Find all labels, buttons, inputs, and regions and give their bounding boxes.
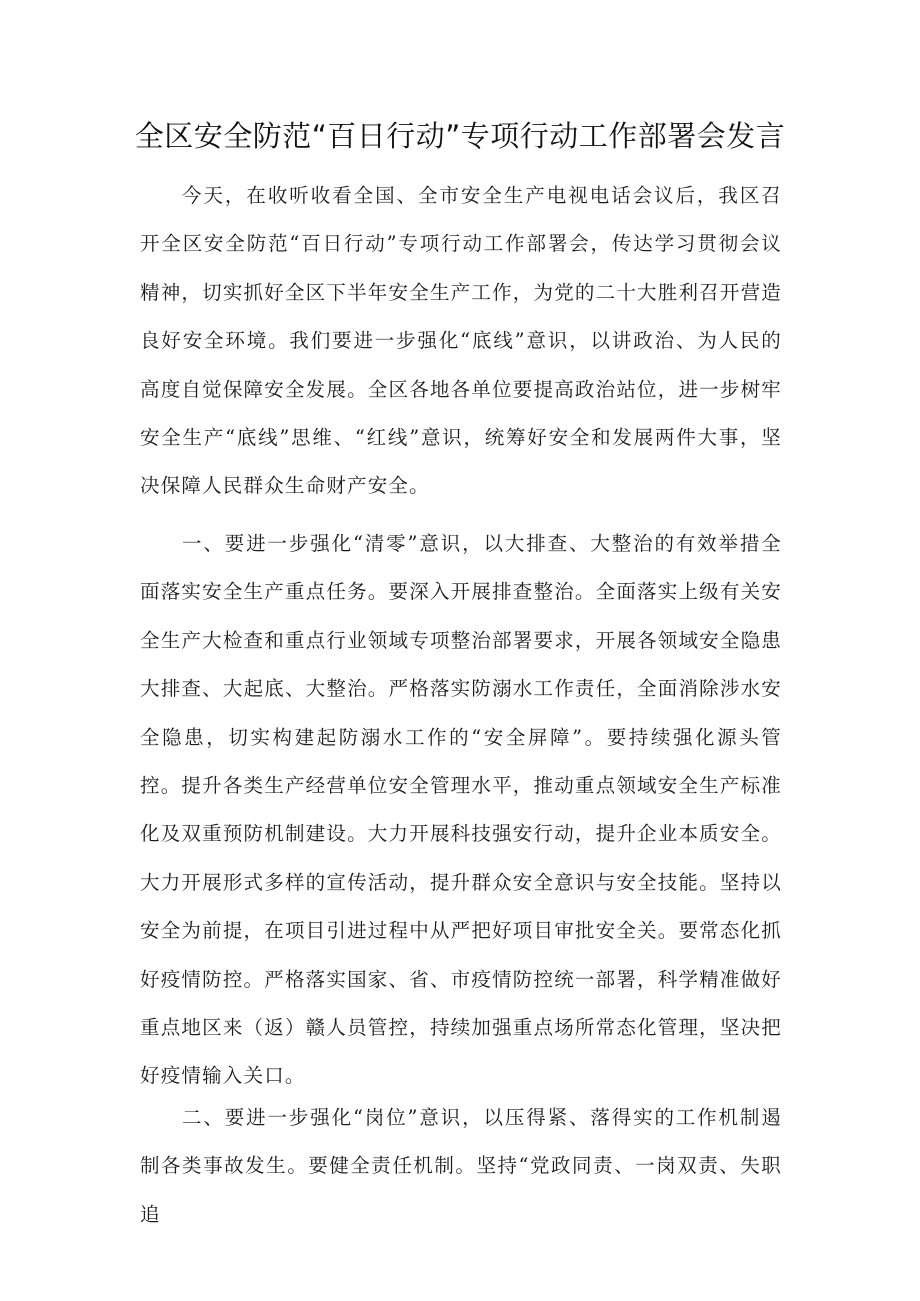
paragraph-section-one: 一、要进一步强化“清零”意识，以大排查、大整治的有效举措全面落实安全生产重点任务。要深入开展排查整治。全面落实上级有关安全生产大检查和重点行业领域专项整治部署要求，开展各领域安全隐患大排查、大起底、大整治。严格落实防溺水工作责任，全面消除涉水安全隐患，切实构建起防溺水工作的“安全屏障”。要持续强化源头管控。提升各类生产经营单位安全管理水平，推动重点领域安全生产标准化及双重预防机制建设。大力开展科技强安行动，提升企业本质安全。大力开展形式多样的宣传活动，提升群众安全意识与安全技能。坚持以安全为前提，在项目引进过程中从严把好项目审批安全关。要常态化抓好疫情防控。严格落实国家、省、市疫情防控统一部署，科学精准做好重点地区来（返）赣人员管控，持续加强重点场所常态化管理，坚决把好疫情输入关口。 [140,532,782,1088]
paragraph-section-two: 二、要进一步强化“岗位”意识，以压得紧、落得实的工作机制遏制各类事故发生。要健全责任机制。坚持“党政同责、一岗双责、失职追 [140,1106,782,1226]
document-title: 全区安全防范“百日行动”专项行动工作部署会发言 [134,119,786,153]
paragraph-intro: 今天，在收听收看全国、全市安全生产电视电话会议后，我区召开全区安全防范“百日行动”专项行动工作部署会，传达学习贯彻会议精神，切实抓好全区下半年安全生产工作，为党的二十大胜利召开营造良好安全环境。我们要进一步强化“底线”意识，以讲政治、为人民的高度自觉保障安全发展。全区各地各单位要提高政治站位，进一步树牢安全生产“底线”思维、“红线”意识，统筹好安全和发展两件大事，坚决保障人民群众生命财产安全。 [140,184,782,498]
